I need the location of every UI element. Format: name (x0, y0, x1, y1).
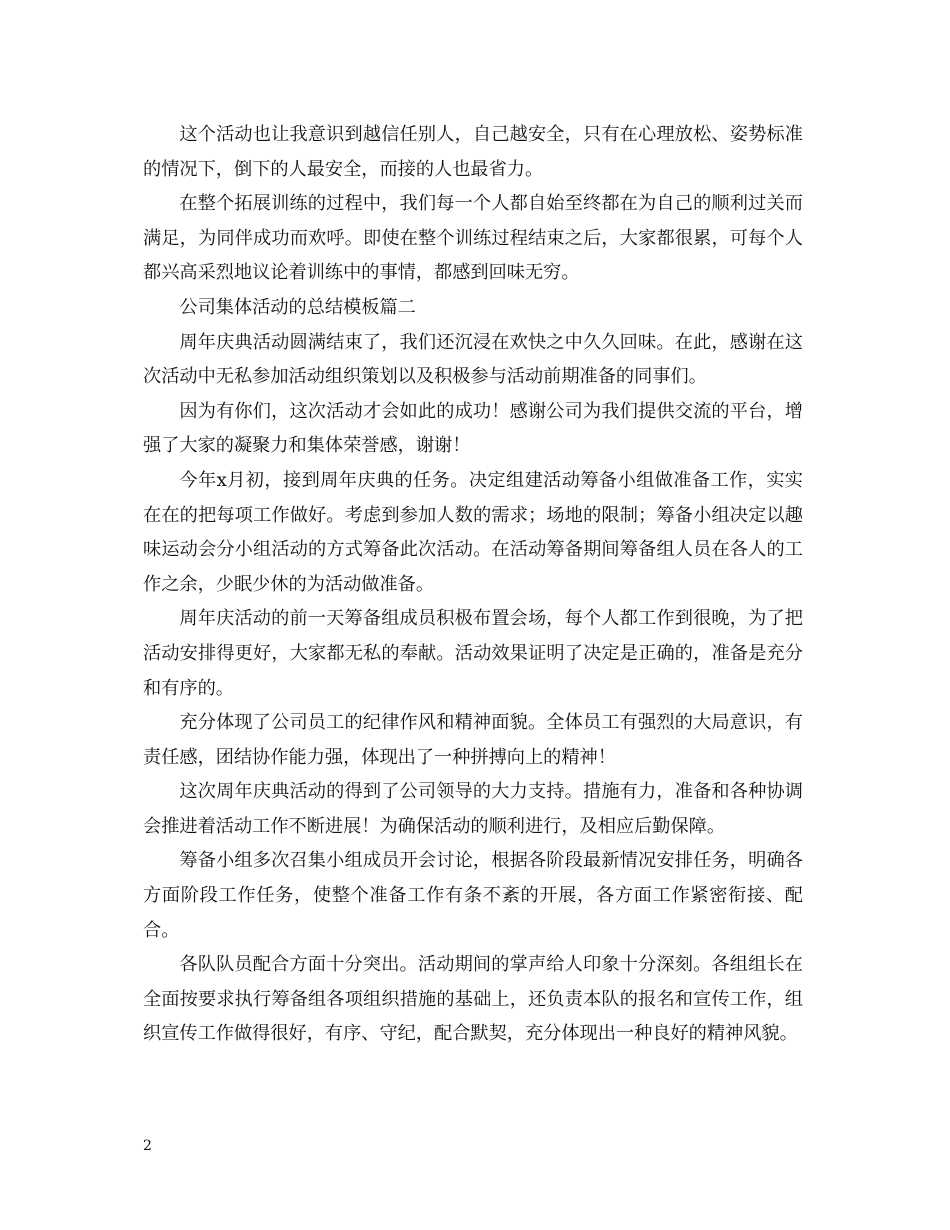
paragraph-team-cooperation: 各队队员配合方面十分突出。活动期间的掌声给人印象十分深刻。各组组长在全面按要求执行筹备组各项组织措施的基础上，还负责本队的报名和宣传工作，组织宣传工作做得很好，有序、守纪，配合默契，充分体现出一种良好的精神风貌。 (143, 954, 803, 1045)
paragraph-trust-reflection: 这个活动也让我意识到越信任别人，自己越安全，只有在心理放松、姿势标准的情况下，倒下的人最安全，而接的人也最省力。 (143, 124, 803, 180)
paragraph-thanks: 因为有你们，这次活动才会如此的成功！感谢公司为我们提供交流的平台，增强了大家的凝聚力和集体荣誉感，谢谢！ (143, 400, 803, 457)
section-heading: 公司集体活动的总结模板篇二 (179, 296, 416, 318)
page-number: 2 (143, 1138, 152, 1154)
paragraph-team-spirit: 充分体现了公司员工的纪律作风和精神面貌。全体员工有强烈的大局意识，有责任感，团结协作能力强，体现出了一种拼搏向上的精神！ (143, 712, 803, 768)
paragraph-anniversary-ended: 周年庆典活动圆满结束了，我们还沉浸在欢快之中久久回味。在此，感谢在这次活动中无私参加活动组织策划以及积极参与活动前期准备的同事们。 (143, 331, 803, 388)
paragraph-preparation-task: 今年x月初，接到周年庆典的任务。决定组建活动筹备小组做准备工作，实实在在的把每项工作做好。考虑到参加人数的需求；场地的限制；筹备小组决定以趣味运动会分小组活动的方式筹备此次活动。在活动筹备期间筹备组人员在各人的工作之余，少眠少休的为活动做准备。 (143, 469, 803, 595)
paragraph-venue-setup: 周年庆活动的前一天筹备组成员积极布置会场，每个人都工作到很晚，为了把活动安排得更好，大家都无私的奉献。活动效果证明了决定是正确的，准备是充分和有序的。 (143, 608, 803, 699)
document-body (143, 118, 803, 1052)
paragraph-training-process: 在整个拓展训练的过程中，我们每一个人都自始至终都在为自己的顺利过关而满足，为同伴成功而欢呼。即使在整个训练过程结束之后，大家都很累，可每个人都兴高采烈地议论着训练中的事情，都感到回味无穷。 (143, 193, 803, 284)
paragraph-leadership-support: 这次周年庆典活动的得到了公司领导的大力支持。措施有力，准备和各种协调会推进着活动工作不断进展！为确保活动的顺利进行，及相应后勤保障。 (143, 781, 803, 837)
paragraph-planning-meetings: 筹备小组多次召集小组成员开会讨论，根据各阶段最新情况安排任务，明确各方面阶段工作任务，使整个准备工作有条不紊的开展，各方面工作紧密衔接、配合。 (143, 850, 803, 941)
